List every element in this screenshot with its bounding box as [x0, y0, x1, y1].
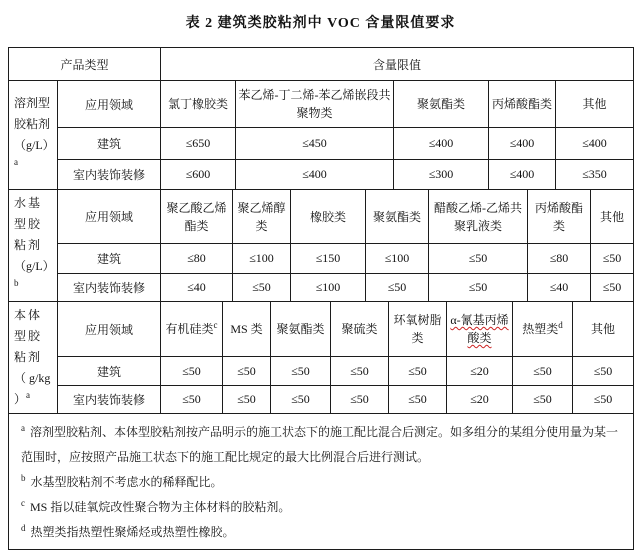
footnote-text: 溶剂型胶粘剂、本体型胶粘剂按产品明示的施工状态下的施工配比混合后测定。如多组分的某组分使用量为某一范围时，应按照产品施工状态下的施工配比规定的最大比例混合后进行测试。	[21, 425, 619, 464]
footnote-a	[21, 420, 625, 470]
header-product-type: 产品类型	[9, 48, 161, 81]
category-cell: 其他	[556, 81, 634, 128]
page-title: 表 2 建筑类胶粘剂中 VOC 含量限值要求	[185, 16, 456, 31]
value-cell: ≤50	[573, 385, 634, 413]
value-cell: ≤400	[236, 160, 394, 190]
footnotes-cell	[9, 414, 634, 550]
category-cell: α-氰基丙烯酸类	[447, 302, 513, 357]
table-row	[9, 274, 634, 302]
footnote-mark-ref: a	[26, 390, 31, 400]
table-row	[9, 244, 634, 274]
category-cell: 其他	[573, 302, 634, 357]
footnote-text: 水基型胶粘剂不考虑水的稀释配比。	[30, 475, 223, 489]
row-label: 室内装饰装修	[58, 385, 161, 413]
value-cell: ≤650	[161, 128, 236, 160]
value-cell: ≤400	[556, 128, 634, 160]
category-cell: 聚乙酸乙烯酯类	[161, 190, 233, 244]
value-cell: ≤50	[513, 385, 573, 413]
header-content-limit: 含量限值	[161, 48, 634, 81]
category-cell: 橡胶类	[291, 190, 366, 244]
value-cell: ≤80	[528, 244, 591, 274]
row-label: 室内装饰装修	[58, 274, 161, 302]
footnote-c	[21, 495, 625, 520]
value-cell: ≤80	[161, 244, 233, 274]
value-cell: ≤50	[331, 385, 389, 413]
value-cell: ≤50	[513, 357, 573, 385]
row-label: 建筑	[58, 357, 161, 385]
footnote-d	[21, 520, 625, 545]
product-unit: （g/L）	[14, 138, 55, 152]
footnote-mark: b	[21, 473, 26, 483]
product-label-bulk	[9, 302, 58, 414]
value-cell: ≤50	[429, 274, 528, 302]
footnote-text: MS 指以硅氧烷改性聚合物为主体材料的胶粘剂。	[30, 500, 291, 514]
section-solvent-based	[8, 80, 634, 190]
category-cell: 其他	[591, 190, 634, 244]
product-label-water	[9, 190, 58, 302]
field-label: 应用领域	[58, 81, 161, 128]
table-row	[9, 128, 634, 160]
category-cell: 有机硅类$^c$	[161, 302, 223, 357]
footnote-mark-ref: a	[14, 157, 18, 167]
value-cell: ≤100	[366, 244, 429, 274]
value-cell: ≤100	[291, 274, 366, 302]
footnote-mark: d	[21, 523, 26, 533]
value-cell: ≤50	[591, 244, 634, 274]
value-cell: ≤50	[233, 274, 291, 302]
row-label: 建筑	[58, 244, 161, 274]
value-cell: ≤50	[591, 274, 634, 302]
category-cell: 聚乙烯醇类	[233, 190, 291, 244]
value-cell: ≤350	[556, 160, 634, 190]
category-cell: 聚氨酯类	[271, 302, 331, 357]
product-unit: （g/L）	[14, 259, 55, 273]
category-cell: 热塑类$^d$	[513, 302, 573, 357]
product-name: 溶剂型胶粘剂	[14, 96, 51, 131]
table-row	[9, 385, 634, 413]
field-label: 应用领域	[58, 190, 161, 244]
value-cell: ≤50	[573, 357, 634, 385]
value-cell: ≤50	[389, 385, 447, 413]
value-cell: ≤40	[528, 274, 591, 302]
value-cell: ≤400	[394, 128, 489, 160]
table-row	[9, 357, 634, 385]
row-label: 建筑	[58, 128, 161, 160]
category-cell: 丙烯酸酯类	[528, 190, 591, 244]
product-unit: （ g/kg ）	[14, 371, 51, 406]
category-cell: 醋酸乙烯-乙烯共聚乳液类	[429, 190, 528, 244]
value-cell: ≤400	[489, 160, 556, 190]
value-cell: ≤50	[223, 385, 271, 413]
value-cell: ≤40	[161, 274, 233, 302]
section-bulk-type	[8, 301, 634, 414]
category-cell: 聚氨酯类	[366, 190, 429, 244]
value-cell: ≤20	[447, 357, 513, 385]
category-cell: 苯乙烯-丁二烯-苯乙烯嵌段共聚物类	[236, 81, 394, 128]
footnote-mark: a	[21, 423, 25, 433]
product-name: 本体型胶粘剂	[14, 308, 43, 364]
value-cell: ≤50	[271, 357, 331, 385]
value-cell: ≤50	[161, 385, 223, 413]
voc-table-header	[8, 47, 634, 81]
footnote-mark: c	[21, 498, 25, 508]
value-cell: ≤50	[429, 244, 528, 274]
section-water-based	[8, 189, 634, 302]
value-cell: ≤50	[389, 357, 447, 385]
product-label-solvent	[9, 81, 58, 190]
category-cell: 氯丁橡胶类	[161, 81, 236, 128]
table-row	[9, 160, 634, 190]
value-cell: ≤100	[233, 244, 291, 274]
category-cell: 环氧树脂类	[389, 302, 447, 357]
value-cell: ≤50	[161, 357, 223, 385]
value-cell: ≤50	[366, 274, 429, 302]
value-cell: ≤300	[394, 160, 489, 190]
value-cell: ≤50	[331, 357, 389, 385]
product-name: 水基型胶粘剂	[14, 196, 43, 252]
footnotes-block	[8, 413, 634, 550]
row-label: 室内装饰装修	[58, 160, 161, 190]
value-cell: ≤150	[291, 244, 366, 274]
footnote-b	[21, 470, 625, 495]
category-cell: 聚硫类	[331, 302, 389, 357]
value-cell: ≤20	[447, 385, 513, 413]
value-cell: ≤600	[161, 160, 236, 190]
value-cell: ≤400	[489, 128, 556, 160]
value-cell: ≤450	[236, 128, 394, 160]
category-cell: 聚氨酯类	[394, 81, 489, 128]
value-cell: ≤50	[271, 385, 331, 413]
category-cell: MS 类	[223, 302, 271, 357]
field-label: 应用领域	[58, 302, 161, 357]
footnote-mark-ref: b	[14, 278, 19, 288]
category-cell: 丙烯酸酯类	[489, 81, 556, 128]
value-cell: ≤50	[223, 357, 271, 385]
footnote-text: 热塑类指热塑性聚烯烃或热塑性橡胶。	[30, 525, 235, 539]
